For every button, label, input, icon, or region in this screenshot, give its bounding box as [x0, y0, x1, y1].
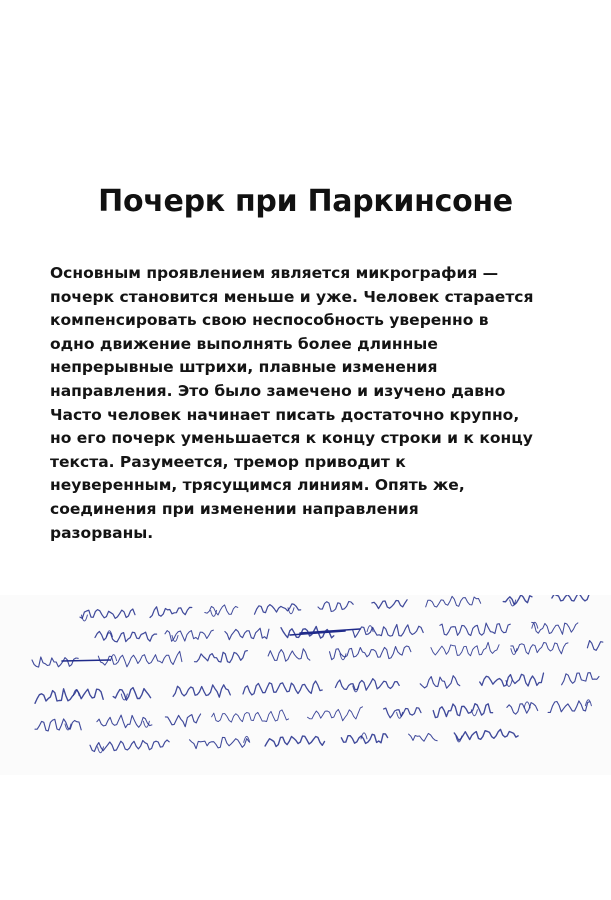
handwriting-stroke: [243, 681, 322, 695]
handwriting-stroke: [80, 609, 135, 618]
handwriting-stroke: [503, 595, 532, 605]
text-line: Часто человек начинает писать достаточно крупно,: [50, 405, 520, 424]
handwriting-stroke: [420, 676, 460, 689]
handwriting-stroke: [150, 607, 192, 618]
handwriting-stroke: [587, 641, 602, 651]
handwriting-loop: [111, 655, 117, 661]
handwriting-sample-image: [0, 595, 611, 775]
handwriting-stroke: [426, 596, 481, 607]
handwriting-stroke: [330, 646, 411, 660]
handwriting-loop: [367, 626, 373, 632]
text-line: соединения при изменении направления: [50, 499, 419, 518]
text-line: почерк становится меньше и уже. Человек старается: [50, 287, 534, 306]
text-line: одно движение выполнять более длинные: [50, 334, 438, 353]
handwriting-stroke: [173, 685, 230, 697]
handwriting-stroke: [225, 628, 269, 640]
handwriting-loop: [81, 615, 87, 621]
text-line: но его почерк уменьшается к концу строки и к концу: [50, 429, 533, 448]
handwriting-stroke: [335, 679, 399, 691]
handwriting-stroke: [454, 729, 518, 740]
handwriting-stroke: [562, 673, 599, 685]
handwriting-stroke: [409, 733, 438, 741]
text-line: направления. Это было замечено и изучено давно: [50, 381, 506, 400]
text-line: Основным проявлением является микрография —: [50, 264, 499, 282]
handwriting-stroke: [353, 625, 423, 638]
handwriting-stroke: [190, 737, 249, 748]
text-line: непрерывные штрихи, плавные изменения: [50, 358, 438, 377]
handwriting-stroke: [113, 688, 150, 701]
page-title: Почерк при Паркинсоне: [98, 184, 513, 219]
article-text: [50, 262, 575, 545]
handwriting-stroke: [431, 642, 499, 656]
handwriting-stroke: [552, 595, 589, 601]
handwriting-stroke: [165, 714, 200, 727]
handwriting-stroke: [32, 657, 78, 667]
text-line: разорваны.: [50, 523, 154, 542]
handwriting-stroke: [212, 710, 289, 722]
handwriting-scribbles: [0, 595, 611, 775]
handwriting-stroke: [507, 703, 538, 715]
handwriting-stroke: [440, 623, 510, 636]
handwriting-stroke: [268, 649, 310, 661]
handwriting-stroke: [195, 651, 248, 663]
handwriting-strike: [62, 660, 110, 661]
handwriting-stroke: [35, 719, 81, 731]
handwriting-stroke: [433, 704, 492, 718]
handwriting-stroke: [532, 622, 578, 634]
handwriting-stroke: [548, 701, 590, 713]
handwriting-stroke: [308, 707, 363, 721]
handwriting-stroke: [480, 673, 544, 686]
handwriting-stroke: [90, 740, 169, 752]
text-line: неуверенным, трясущимся линиям. Опять же,: [50, 476, 465, 495]
text-line: текста. Разумеется, тремор приводит к: [50, 452, 406, 471]
handwriting-loop: [361, 733, 367, 739]
handwriting-stroke: [372, 600, 407, 609]
handwriting-stroke: [265, 736, 324, 746]
handwriting-stroke: [341, 734, 387, 744]
handwriting-stroke: [35, 689, 103, 704]
text-line: компенсировать свою неспособность уверенно в: [50, 311, 489, 330]
handwriting-stroke: [318, 602, 353, 612]
handwriting-stroke: [95, 631, 157, 642]
handwriting-stroke: [511, 643, 568, 655]
handwriting-stroke: [205, 605, 238, 615]
